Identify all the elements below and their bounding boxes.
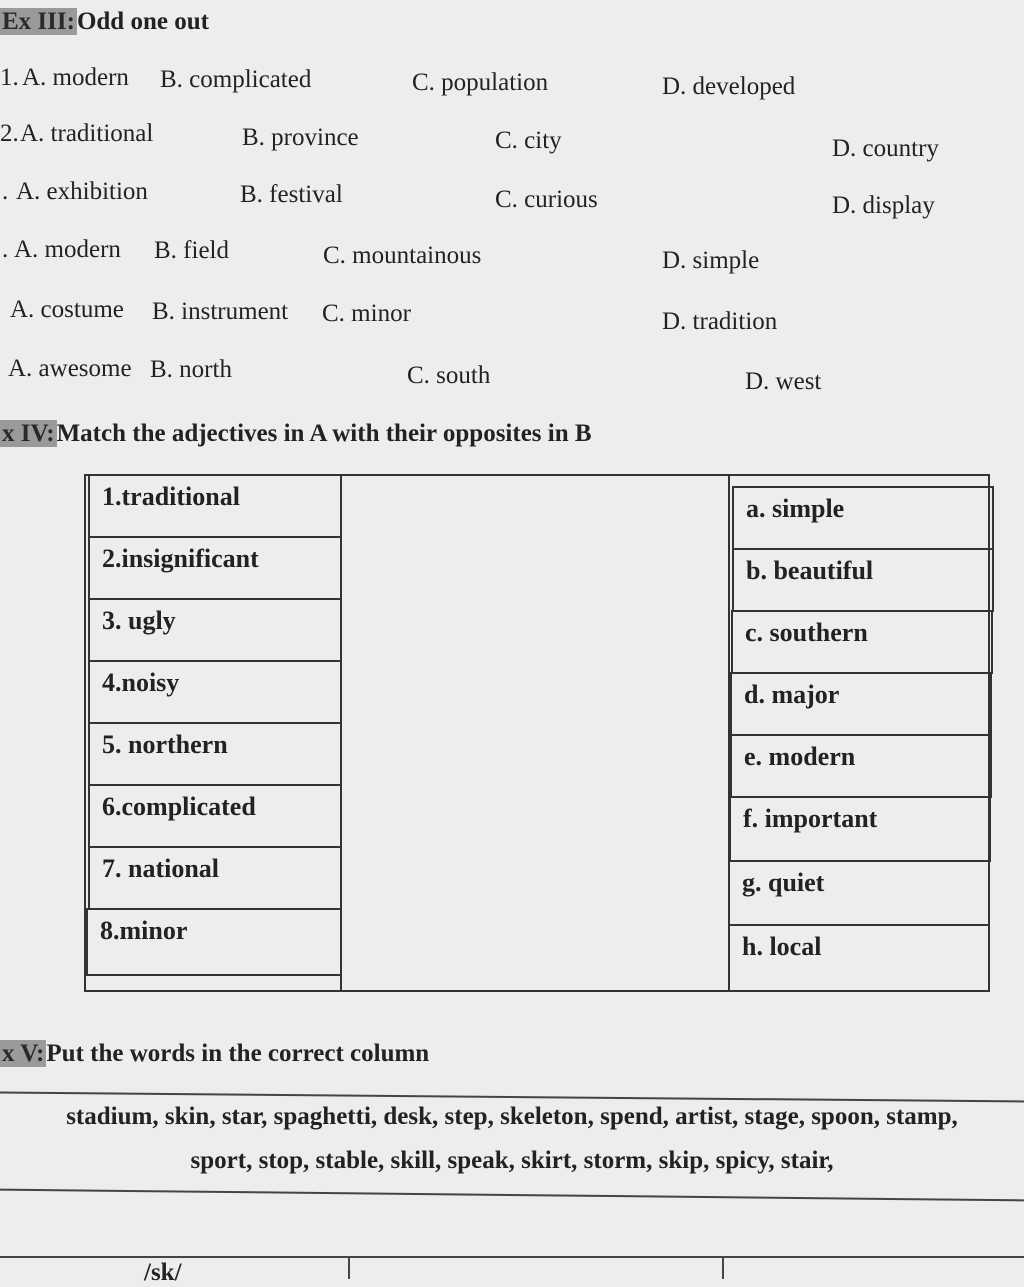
ex3-heading <box>0 8 209 36</box>
ex4-label: x IV: <box>2 420 55 447</box>
ex3-q6-option-b: B. north <box>150 356 232 383</box>
ex3-q6-option-a: A. awesome <box>8 355 132 382</box>
ex3-q6-option-d: D. west <box>745 368 822 395</box>
ex3-q5-option-a: A. costume <box>10 296 124 323</box>
column-a-cell: 8.minor <box>86 908 342 976</box>
column-divider <box>348 1256 350 1279</box>
column-b-cell: f. important <box>729 796 991 862</box>
word-box-bottom-rule <box>0 1189 1024 1202</box>
ex3-q1-option-c: C. population <box>412 69 549 96</box>
word-list-line-2: sport, stop, stable, skill, speak, skirt, storm, skip, spicy, stair, <box>190 1147 834 1174</box>
column-header-sk: /sk/ <box>144 1259 182 1286</box>
column-a-cell: 5. northern <box>88 722 342 786</box>
ex3-q4-option-b: B. field <box>154 237 229 264</box>
ex3-q5-option-b: B. instrument <box>152 298 289 325</box>
ex3-q1-num: 1. <box>0 64 19 91</box>
column-b-cell: e. modern <box>730 734 992 798</box>
ex3-q3-option-d: D. display <box>832 192 935 219</box>
word-list-line-1: stadium, skin, star, spaghetti, desk, step, skeleton, spend, artist, stage, spoon, stamp, <box>66 1103 958 1130</box>
ex3-label: Ex III: <box>2 8 75 35</box>
ex3-title: Odd one out <box>76 8 209 35</box>
ex3-q1-option-b: B. complicated <box>160 66 312 93</box>
ex5-label: x V: <box>2 1040 45 1067</box>
ex3-q1-option-d: D. developed <box>662 73 796 100</box>
ex3-q2-option-c: C. city <box>495 127 562 154</box>
ex3-q3-option-a: A. exhibition <box>16 178 148 205</box>
ex3-q4-num: . <box>2 236 9 263</box>
column-table-top-rule <box>0 1256 1024 1258</box>
ex3-q1-option-a: A. modern <box>22 64 129 91</box>
column-b-cell: c. southern <box>731 610 993 674</box>
column-a-cell: 2.insignificant <box>88 536 342 600</box>
ex4-title: Match the adjectives in A with their opposites in B <box>56 420 592 447</box>
column-b-cell: b. beautiful <box>732 548 994 612</box>
match-table-middle-column <box>340 474 730 992</box>
column-a-cell: 6.complicated <box>88 784 342 848</box>
ex3-q5-option-d: D. tradition <box>662 308 778 335</box>
ex3-q2-option-b: B. province <box>242 124 359 151</box>
column-a-cell: 7. national <box>88 846 342 910</box>
column-divider <box>722 1256 724 1279</box>
ex3-q5-option-c: C. minor <box>322 300 411 327</box>
ex4-heading <box>0 420 592 448</box>
column-b-cell: d. major <box>730 672 992 736</box>
column-a-cell: 4.noisy <box>88 660 342 724</box>
ex3-q4-option-d: D. simple <box>662 247 760 274</box>
ex3-q2-option-a: A. traditional <box>20 120 154 147</box>
ex3-q3-num: . <box>2 178 9 205</box>
ex3-q2-option-d: D. country <box>832 135 939 162</box>
column-a-cell: 1.traditional <box>88 474 342 538</box>
column-a-cell: 3. ugly <box>88 598 342 662</box>
ex3-q3-option-b: B. festival <box>240 181 343 208</box>
ex5-title: Put the words in the correct column <box>46 1040 430 1067</box>
ex3-q2-num: 2. <box>0 120 19 147</box>
ex3-q3-option-c: C. curious <box>495 186 598 213</box>
column-b-cell: a. simple <box>732 486 994 550</box>
ex3-q4-option-a: A. modern <box>14 236 121 263</box>
column-b-cell: g. quiet <box>728 860 990 926</box>
column-b-cell: h. local <box>728 924 990 992</box>
ex5-heading <box>0 1040 429 1068</box>
ex3-q4-option-c: C. mountainous <box>323 242 482 269</box>
ex3-q6-option-c: C. south <box>407 362 491 389</box>
